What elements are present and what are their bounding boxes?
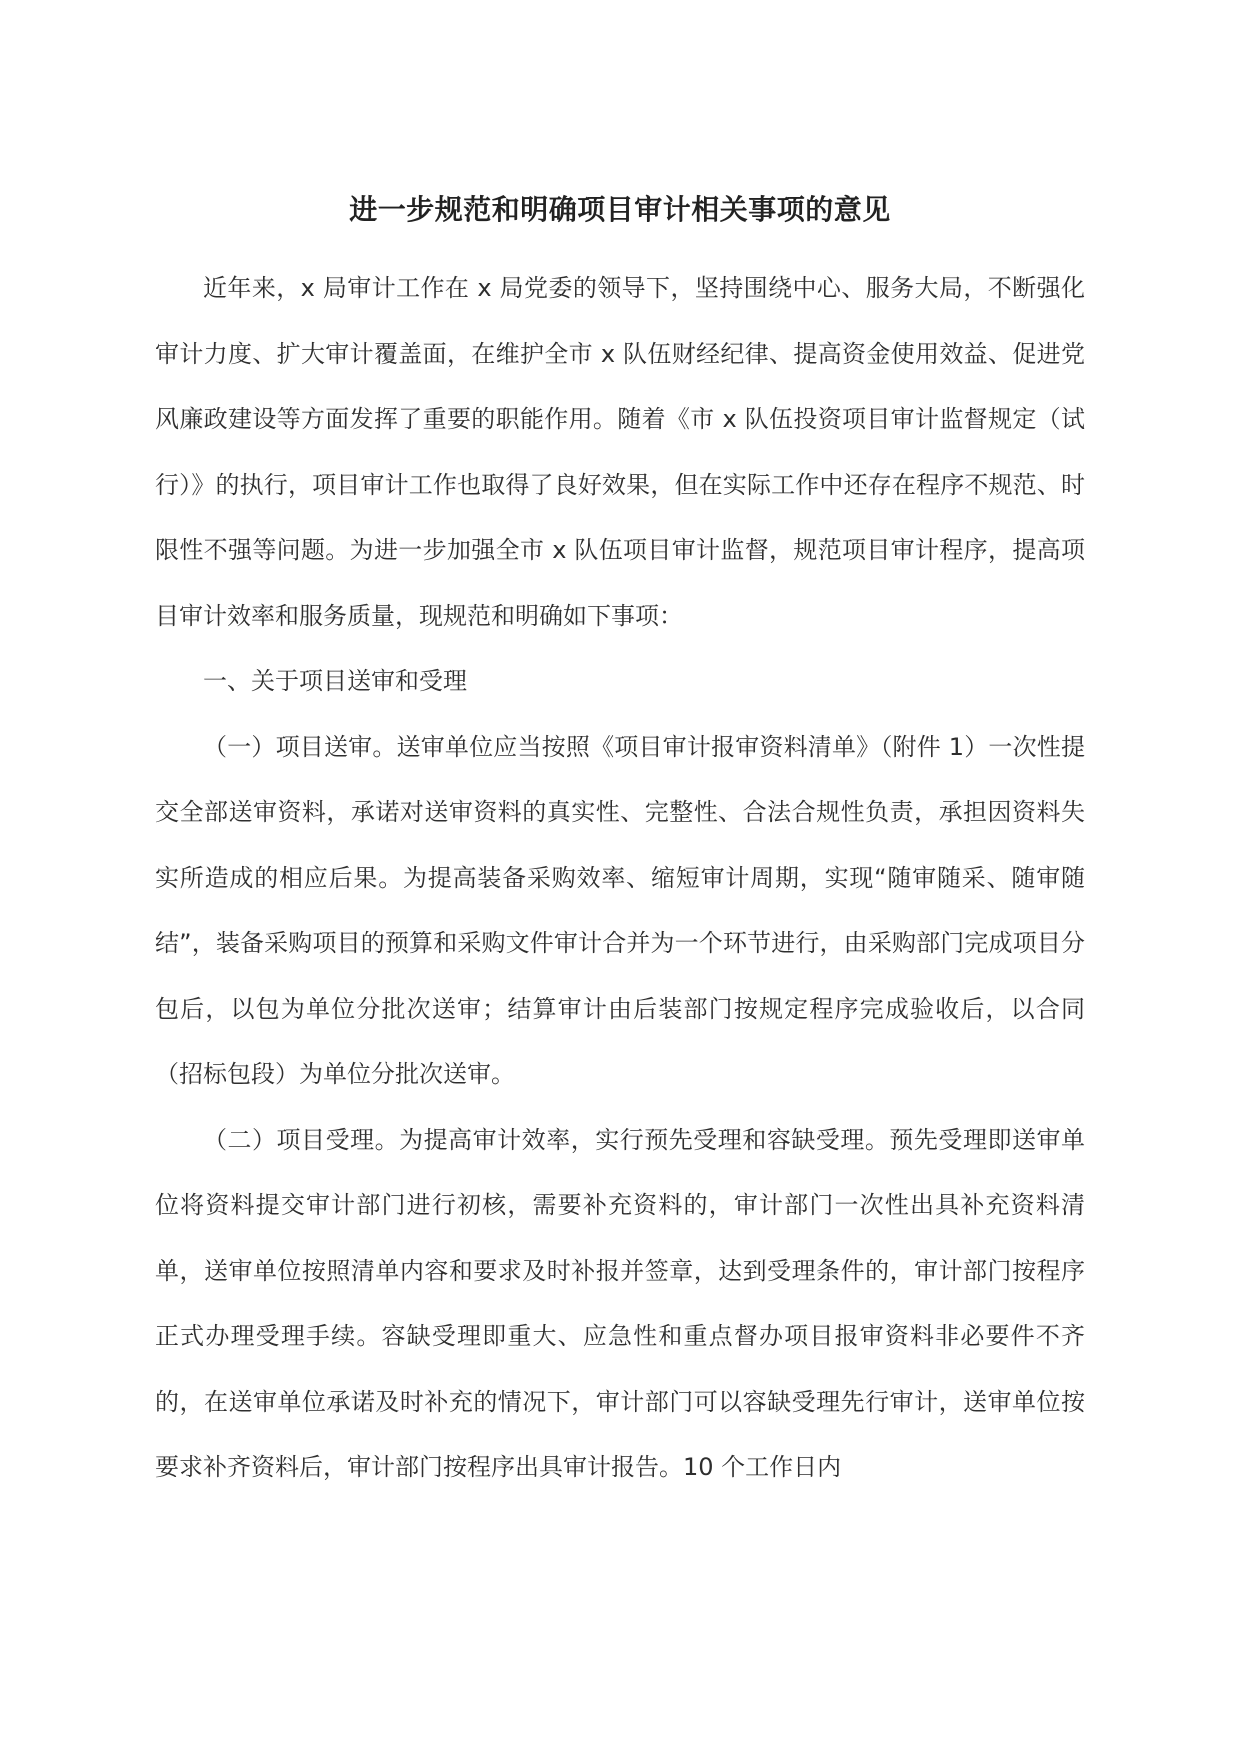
paragraph-project-acceptance: （二）项目受理。为提高审计效率，实行预先受理和容缺受理。预先受理即送审单位将资料提交审计部门进行初核，需要补充资料的，审计部门一次性出具补充资料清单，送审单位按照清单内容和要求及时补报并签章，达到受理条件的，审计部门按程序正式办理受理手续。容缺受理即重大、应急性和重点督办项目报审资料非必要件不齐的，在送审单位承诺及时补充的情况下，审计部门可以容缺受理先行审计，送审单位按要求补齐资料后，审计部门按程序出具审计报告。10 个工作日内 (155, 1125, 1085, 1481)
document-title: 进一步规范和明确项目审计相关事项的意见 (349, 193, 891, 226)
intro-paragraph: 近年来，x 局审计工作在 x 局党委的领导下，坚持围绕中心、服务大局，不断强化审计力度、扩大审计覆盖面，在维护全市 x 队伍财经纪律、提高资金使用效益、促进党风廉政建设等方面发挥了重要的职能作用。随着《市 x 队伍投资项目审计监督规定（试行）》的执行，项目审计工作也取得了良好效果，但在实际工作中还存在程序不规范、时限性不强等问题。为进一步加强全市 x 队伍项目审计监督，规范项目审计程序，提高项目审计效率和服务质量，现规范和明确如下事项： (155, 274, 1085, 630)
document-body (155, 256, 1085, 1501)
paragraph-project-submission: （一）项目送审。送审单位应当按照《项目审计报审资料清单》（附件 1）一次性提交全部送审资料，承诺对送审资料的真实性、完整性、合法合规性负责，承担因资料失实所造成的相应后果。为提高装备采购效率、缩短审计周期，实现“随审随采、随审随结”，装备采购项目的预算和采购文件审计合并为一个环节进行，由采购部门完成项目分包后，以包为单位分批次送审；结算审计由后装部门按规定程序完成验收后，以合同（招标包段）为单位分批次送审。 (155, 732, 1085, 1088)
section-heading-1: 一、关于项目送审和受理 (203, 667, 467, 695)
